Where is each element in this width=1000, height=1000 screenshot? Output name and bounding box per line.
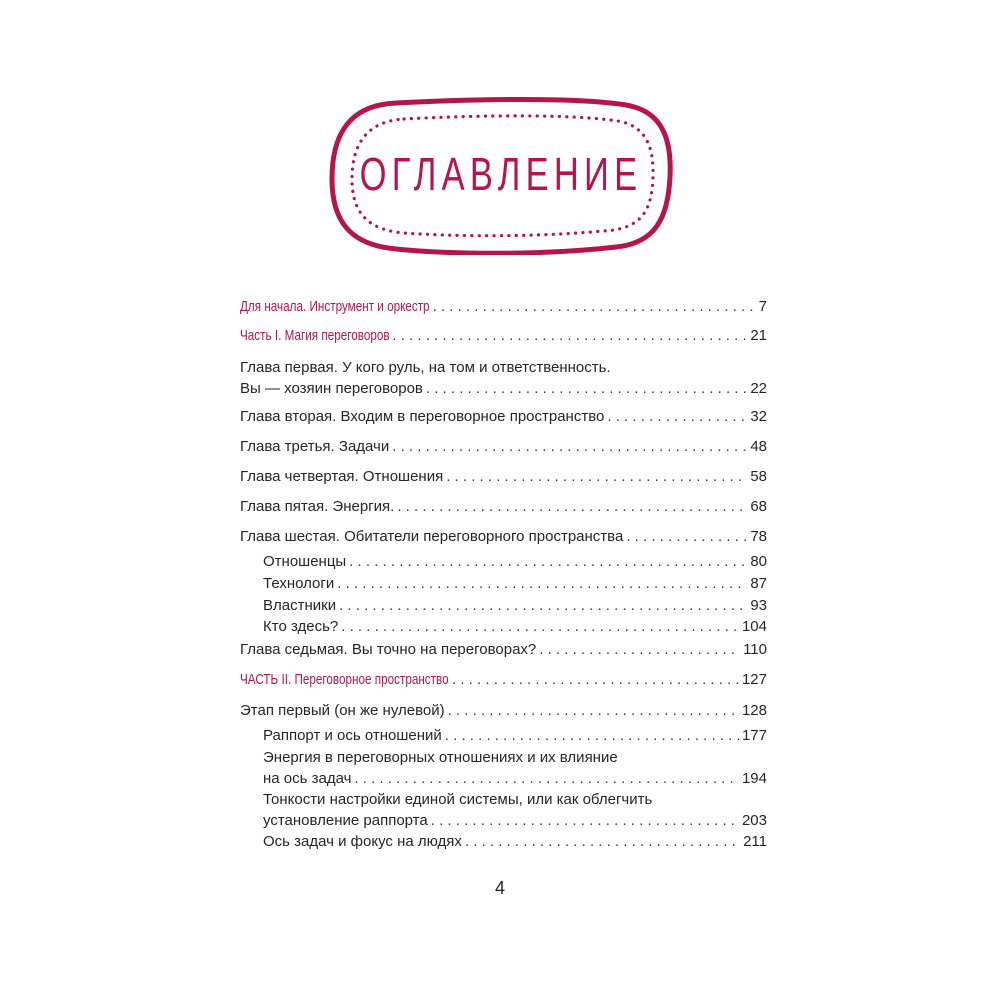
toc-entry-page: 48 — [750, 438, 767, 455]
dot-leader — [445, 725, 739, 746]
dot-leader — [433, 296, 756, 317]
toc-entry-title: Глава пятая. Энергия. — [240, 498, 395, 515]
dot-leader — [539, 639, 740, 660]
dot-leader — [465, 831, 740, 852]
dot-leader — [339, 595, 747, 616]
toc-subsection-entry[interactable] — [263, 573, 767, 594]
toc-chapter-entry[interactable] — [240, 406, 767, 427]
toc-entry-title: Раппорт и ось отношений — [263, 727, 442, 744]
toc-entry-row — [263, 831, 767, 852]
dot-leader — [607, 406, 747, 427]
toc-entry-title: на ось задач — [263, 770, 352, 787]
toc-subsection-entry[interactable] — [263, 789, 767, 831]
toc-subsection-entry[interactable] — [263, 747, 767, 789]
dot-leader — [448, 700, 739, 721]
toc-entry-title: Вы — хозяин переговоров — [240, 380, 423, 397]
dot-leader — [397, 496, 747, 517]
dot-leader — [431, 810, 739, 831]
toc-chapter-entry[interactable] — [240, 526, 767, 547]
toc-entry-page: 68 — [750, 498, 767, 515]
toc-entry-row — [263, 768, 767, 789]
toc-entry-title: Этап первый (он же нулевой) — [240, 702, 445, 719]
toc-entry-page: 211 — [743, 833, 767, 850]
toc-subsection-entry[interactable] — [263, 616, 767, 637]
dot-leader — [349, 551, 747, 572]
toc-entry-row — [240, 325, 767, 346]
toc-entry-row — [263, 616, 767, 637]
dot-leader — [452, 669, 739, 690]
toc-entry-title: Глава вторая. Входим в переговорное пространство — [240, 408, 605, 425]
toc-entry-title: Часть I. Магия переговоров — [240, 327, 390, 344]
toc-entry-title: Глава шестая. Обитатели переговорного пространства — [240, 528, 624, 545]
dot-leader — [426, 378, 747, 399]
toc-entry-title-line: Энергия в переговорных отношениях и их влияние — [263, 749, 618, 766]
toc-entry-page: 127 — [741, 671, 767, 688]
toc-entry-row — [240, 700, 767, 721]
toc-entry-page: 93 — [750, 597, 767, 614]
toc-entry-row — [240, 526, 767, 547]
toc-title: ОГЛАВЛЕНИЕ — [359, 148, 643, 200]
toc-entry-page: 58 — [750, 468, 767, 485]
toc-entry-title: Глава седьмая. Вы точно на переговорах? — [240, 641, 537, 658]
toc-entry-title: установление раппорта — [263, 812, 428, 829]
toc-entry-row — [240, 296, 767, 317]
toc-entry-title: Глава третья. Задачи — [240, 438, 390, 455]
toc-entry-row — [240, 639, 767, 660]
toc-entry-row — [263, 725, 767, 746]
toc-header — [326, 97, 676, 255]
toc-entry-page: 80 — [750, 553, 767, 570]
toc-entry-row — [263, 595, 767, 616]
toc-subsection-entry[interactable] — [263, 725, 767, 746]
toc-entry-row — [240, 466, 767, 487]
toc-chapter-entry[interactable] — [240, 639, 767, 660]
toc-subsection-entry[interactable] — [263, 551, 767, 572]
toc-entry-row — [240, 669, 767, 690]
toc-entry-title: Технологи — [263, 575, 335, 592]
dot-leader — [392, 436, 747, 457]
dot-leader — [626, 526, 747, 547]
toc-entry-page: 78 — [750, 528, 767, 545]
toc-entry-title: Для начала. Инструмент и оркестр — [240, 298, 430, 315]
toc-entry-title-line: Глава первая. У кого руль, на том и ответственность. — [240, 359, 611, 376]
toc-part-entry[interactable] — [240, 325, 767, 346]
toc-entry-row — [240, 436, 767, 457]
toc-entry-page: 32 — [750, 408, 767, 425]
toc-entry-title: Ось задач и фокус на людях — [263, 833, 462, 850]
toc-entry-row — [240, 378, 767, 399]
toc-entry-page: 110 — [743, 641, 767, 658]
toc-chapter-entry[interactable] — [240, 357, 767, 399]
toc-chapter-entry[interactable] — [240, 496, 767, 517]
toc-entry-title: ЧАСТЬ II. Переговорное пространство — [240, 671, 449, 688]
toc-entry-page: 22 — [750, 380, 767, 397]
toc-part-entry[interactable] — [240, 669, 767, 690]
toc-entry-row — [263, 810, 767, 831]
toc-entry-title: Властники — [263, 597, 337, 614]
toc-entry-page: 87 — [750, 575, 767, 592]
toc-entry-page: 128 — [741, 702, 767, 719]
toc-entry-row — [240, 496, 767, 517]
dot-leader — [392, 325, 747, 346]
toc-entry-page: 194 — [741, 770, 767, 787]
toc-entry-title-line: Тонкости настройки единой системы, или как облегчить — [263, 791, 653, 808]
toc-entry-page: 104 — [741, 618, 767, 635]
page-number: 4 — [494, 878, 505, 898]
toc-entry-title: Глава четвертая. Отношения — [240, 468, 444, 485]
toc-entry-row — [240, 406, 767, 427]
dot-leader — [337, 573, 747, 594]
toc-entry-title: Кто здесь? — [263, 618, 339, 635]
toc-entry-title: Отношенцы — [263, 553, 347, 570]
dot-leader — [341, 616, 739, 637]
toc-entry-row — [263, 573, 767, 594]
toc-subsection-entry[interactable] — [263, 831, 767, 852]
toc-chapter-entry[interactable] — [240, 436, 767, 457]
toc-entry-page: 203 — [741, 812, 767, 829]
dot-leader — [354, 768, 739, 789]
dot-leader — [446, 466, 747, 487]
toc-entry-page: 177 — [741, 727, 767, 744]
toc-entry-row — [263, 551, 767, 572]
toc-entry-page: 21 — [750, 327, 767, 344]
toc-chapter-entry[interactable] — [240, 700, 767, 721]
toc-entry-page: 7 — [758, 298, 767, 315]
toc-subsection-entry[interactable] — [263, 595, 767, 616]
toc-chapter-entry[interactable] — [240, 466, 767, 487]
toc-part-entry[interactable] — [240, 296, 767, 317]
